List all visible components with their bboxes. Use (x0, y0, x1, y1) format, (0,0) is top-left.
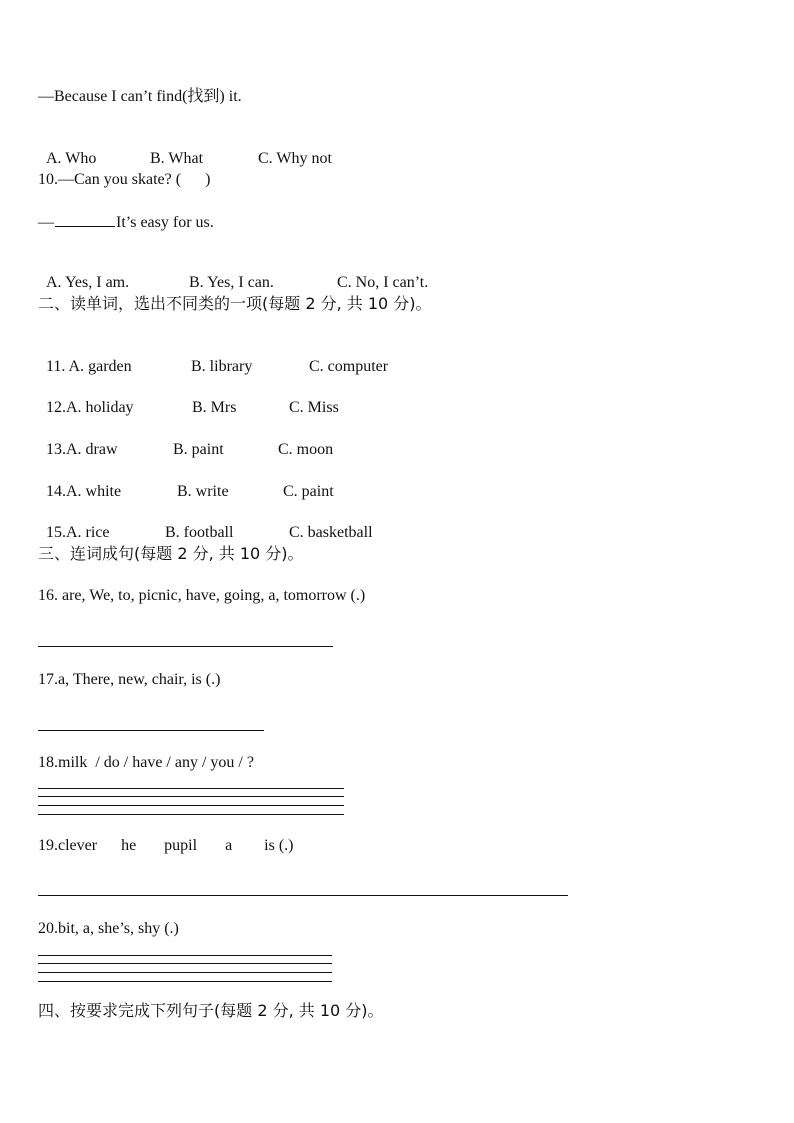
q10-response (38, 212, 214, 233)
q15-option-c: C. basketball (289, 524, 373, 541)
section4-title: 四、按要求完成下列句子(每题 2 分, 共 10 分)。 (38, 1001, 384, 1020)
q14-option-b: B. write (177, 483, 229, 500)
q13-option-a: 13.A. draw (46, 441, 118, 458)
q19-prompt: 19.clever he pupil a is (.) (38, 837, 294, 854)
q11-option-b: B. library (191, 358, 253, 375)
q12-option-c: C. Miss (289, 399, 339, 416)
q10-answer-blank (55, 212, 115, 227)
q10-question: 10.—Can you skate? ( ) (38, 171, 211, 188)
section2-title: 二、读单词，选出不同类的一项(每题 2 分, 共 10 分)。 (38, 294, 432, 313)
q9-options (38, 129, 332, 169)
q9-option-a: A. Who (46, 150, 97, 167)
q9-option-c: C. Why not (258, 150, 332, 167)
q12-row (38, 378, 339, 418)
q10-option-b: B. Yes, I can. (189, 274, 274, 291)
q18-answer-line-4[interactable] (38, 814, 344, 815)
q12-option-b: B. Mrs (192, 399, 237, 416)
q11-option-a: 11. A. garden (46, 358, 132, 375)
q20-answer-line-3[interactable] (38, 972, 332, 973)
q9-answer-line: —Because I can’t find(找到) it. (38, 88, 242, 105)
q20-answer-line-2[interactable] (38, 963, 332, 964)
q18-answer-line-2[interactable] (38, 796, 344, 797)
q19-answer-line[interactable] (38, 895, 568, 896)
q16-answer-line[interactable] (38, 646, 333, 647)
q9-option-b: B. What (150, 150, 204, 167)
q14-option-c: C. paint (283, 483, 334, 500)
q11-option-c: C. computer (309, 358, 389, 375)
q18-answer-line-1[interactable] (38, 788, 344, 789)
q13-row (38, 420, 333, 460)
q10-response-prefix: — (38, 214, 54, 231)
q17-answer-line[interactable] (38, 730, 264, 731)
q14-row (38, 462, 334, 502)
q16-prompt: 16. are, We, to, picnic, have, going, a, tomorrow (.) (38, 587, 366, 604)
q18-answer-line-3[interactable] (38, 805, 344, 806)
q10-option-c: C. No, I can’t. (337, 274, 429, 291)
q20-answer-line-1[interactable] (38, 955, 332, 956)
q14-option-a: 14.A. white (46, 483, 122, 500)
q15-row (38, 503, 373, 543)
q20-answer-line-4[interactable] (38, 981, 332, 982)
q18-prompt: 18.milk / do / have / any / you / ? (38, 754, 254, 771)
q11-row (38, 337, 388, 377)
q13-option-c: C. moon (278, 441, 334, 458)
q15-option-b: B. football (165, 524, 234, 541)
q15-option-a: 15.A. rice (46, 524, 110, 541)
q10-options (38, 253, 428, 293)
q13-option-b: B. paint (173, 441, 224, 458)
q12-option-a: 12.A. holiday (46, 399, 134, 416)
section3-title: 三、连词成句(每题 2 分, 共 10 分)。 (38, 544, 304, 563)
q10-option-a: A. Yes, I am. (46, 274, 130, 291)
q10-response-suffix: It’s easy for us. (116, 214, 214, 231)
q17-prompt: 17.a, There, new, chair, is (.) (38, 671, 221, 688)
q20-prompt: 20.bit, a, she’s, shy (.) (38, 920, 179, 937)
